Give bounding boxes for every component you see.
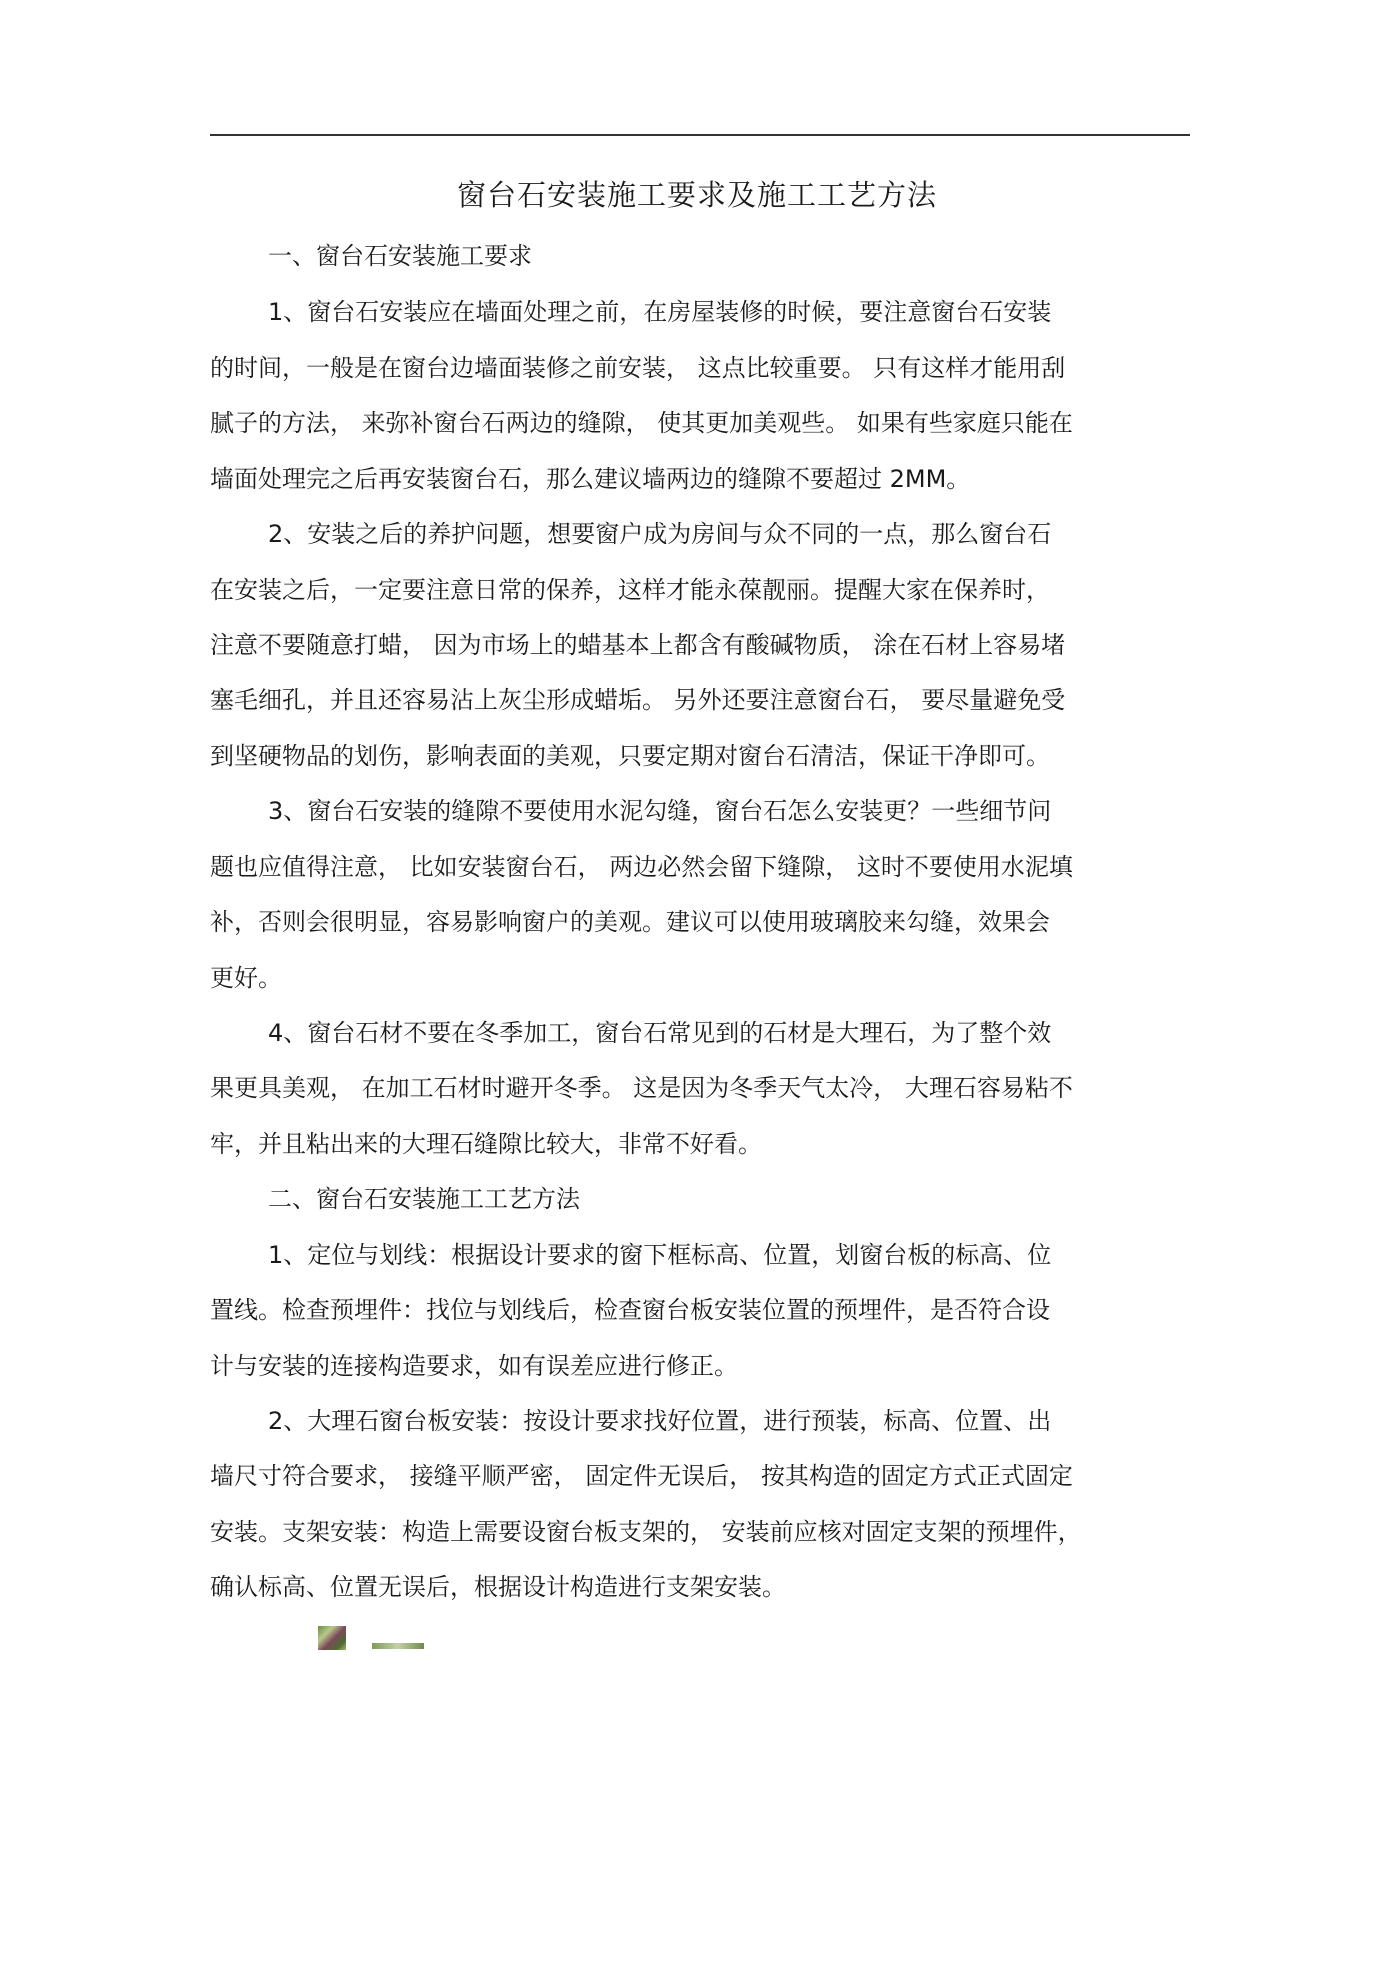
paragraph-line: 注意不要随意打蜡， 因为市场上的蜡基本上都含有酸碱物质， 涂在石材上容易堵 [210,631,1066,659]
section-heading-methods: 二、窗台石安装施工工艺方法 [268,1185,580,1213]
paragraph-line: 更好。 [210,964,282,992]
paragraph-line: 2、安装之后的养护问题，想要窗户成为房间与众不同的一点，那么窗台石 [268,520,1052,548]
header-rule [210,134,1190,136]
image-strip [372,1643,424,1649]
paragraph-line: 3、窗台石安装的缝隙不要使用水泥勾缝，窗台石怎么安装更？一些细节问 [268,797,1052,825]
paragraph-line: 到坚硬物品的划伤，影响表面的美观，只要定期对窗台石清洁，保证干净即可。 [210,742,1050,770]
paragraph-line: 在安装之后，一定要注意日常的保养，这样才能永葆靓丽。提醒大家在保养时， [210,576,1050,604]
paragraph-line: 1、定位与划线：根据设计要求的窗下框标高、位置，划窗台板的标高、位 [268,1241,1052,1269]
paragraph-line: 1、窗台石安装应在墙面处理之前，在房屋装修的时候，要注意窗台石安装 [268,298,1052,326]
paragraph-line: 2、大理石窗台板安装：按设计要求找好位置，进行预装，标高、位置、出 [268,1407,1052,1435]
paragraph-line: 题也应值得注意， 比如安装窗台石， 两边必然会留下缝隙， 这时不要使用水泥填 [210,853,1073,881]
paragraph-line: 的时间，一般是在窗台边墙面装修之前安装， 这点比较重要。 只有这样才能用刮 [210,354,1066,382]
document-title: 窗台石安装施工要求及施工工艺方法 [456,178,937,212]
paragraph-line: 4、窗台石材不要在冬季加工，窗台石常见到的石材是大理石，为了整个效 [268,1019,1052,1047]
paragraph-line: 牢，并且粘出来的大理石缝隙比较大，非常不好看。 [210,1130,762,1158]
image-thumbnail [318,1626,346,1650]
paragraph-line: 计与安装的连接构造要求，如有误差应进行修正。 [210,1352,738,1380]
paragraph-line: 墙面处理完之后再安装窗台石，那么建议墙两边的缝隙不要超过 2MM。 [210,465,971,493]
paragraph-line: 腻子的方法， 来弥补窗台石两边的缝隙， 使其更加美观些。 如果有些家庭只能在 [210,409,1073,437]
section-heading-requirements: 一、窗台石安装施工要求 [268,242,532,270]
paragraph-line: 墙尺寸符合要求， 接缝平顺严密， 固定件无误后， 按其构造的固定方式正式固定 [210,1462,1073,1490]
paragraph-line: 补，否则会很明显，容易影响窗户的美观。建议可以使用玻璃胶来勾缝，效果会 [210,908,1050,936]
paragraph-line: 塞毛细孔，并且还容易沾上灰尘形成蜡垢。 另外还要注意窗台石， 要尽量避免受 [210,686,1066,714]
paragraph-line: 安装。支架安装：构造上需要设窗台板支架的， 安装前应核对固定支架的预埋件， [210,1518,1082,1546]
paragraph-line: 置线。检查预埋件：找位与划线后，检查窗台板安装位置的预埋件，是否符合设 [210,1296,1050,1324]
paragraph-line: 果更具美观， 在加工石材时避开冬季。 这是因为冬季天气太冷， 大理石容易粘不 [210,1074,1073,1102]
paragraph-line: 确认标高、位置无误后，根据设计构造进行支架安装。 [210,1573,786,1601]
